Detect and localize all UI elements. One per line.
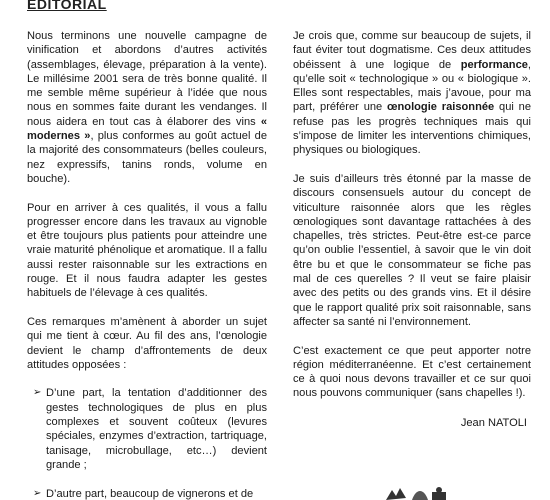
paragraph-text: , plus conformes au goût actuel de la majorité des consommateurs (belles couleurs, nez expressifs, tanins ronds, volume en bouche). xyxy=(27,130,267,185)
emphasis-oenologie-raisonnee: œnologie raisonnée xyxy=(387,101,495,114)
left-column xyxy=(27,29,267,500)
paragraph-vintage xyxy=(27,29,267,186)
bullet-item-technology xyxy=(27,386,267,472)
arrow-bullet-icon: ➢ xyxy=(33,387,42,399)
right-column xyxy=(293,29,531,430)
paragraph-text: , qu’elle soit « technologique » ou « biologique ». Elles sont respectables, mais j’avoue, pour ma part, préférer une xyxy=(293,58,531,114)
author-signature: Jean NATOLI xyxy=(460,416,527,429)
paragraph-text: Nous terminons une nouvelle campagne de vinification et abordons d’autres activités (assemblages, élevage, préparation à la vente). Le millésime 2001 sera de très bonne qualité. Il me semble même supérieur à l’idée que nous nous en sommes faite durant les vendanges. Il nous aidera en tout cas à élaborer des vins xyxy=(27,30,267,128)
paragraph-remarks: Ces remarques m’amènent à aborder un sujet qui me tient à cœur. Au fil des ans, l’œnologie devient le champ d’affrontements de deux attitudes opposées : xyxy=(27,315,267,371)
emphasis-modernes: « modernes » xyxy=(27,115,267,143)
bullet-text: D’autre part, beaucoup de vignerons et de xyxy=(46,487,254,500)
bullet-item-vignerons xyxy=(27,487,267,500)
paragraph-dogmatism xyxy=(293,29,531,158)
editorial-heading: EDITORIAL xyxy=(27,0,107,12)
paragraph-consensus: Je suis d’ailleurs très étonné par la masse de discours consensuels autour du concept de viticulture raisonnée alors que les règles œnologiques sont davantage rattachées à des chapelles, très strictes. Peut-être est-ce parce qu’on oublie l’essentiel, à savoir que le vin doit être bu et que le consommateur se fiche pas mal de ces querelles ? Il veut se faire plaisir avec des petits ou des grands vins. Et il désire que le rapport qualité prix soit raisonnable, sans affecter sa santé ni l’environnement. xyxy=(293,172,531,328)
paragraph-text: qui ne refuse pas les progrès techniques mais qui s’impose de limiter les interventions chimiques, physiques ou biologiques. xyxy=(293,101,532,157)
emphasis-performance: performance xyxy=(460,58,528,71)
paragraph-quality: Pour en arriver à ces qualités, il vous a fallu progresser encore dans les travaux au vignoble et être toujours plus patients pour atteindre une vraie maturité phénolique et aromatique. Il a fallu aussi rester raisonnable sur les extractions en rouge. Et il nous faudra adapter les gestes habituels de l’élevage à ces qualités. xyxy=(27,201,267,300)
paragraph-text: Je crois que, comme sur beaucoup de sujets, il faut éviter tout dogmatisme. Ces deux attitudes obéissent à une logique de xyxy=(293,30,531,71)
bullet-text: D’une part, la tentation d’additionner des gestes technologiques de plus en plus complexes et souvent coûteux (levures spéciales, enzymes d’extraction, tartriquage, tanisage, microbullage, etc…) devient grande ; xyxy=(46,387,267,471)
paragraph-mediterranean: C’est exactement ce que peut apporter notre région méditerranéenne. Et c’est certainement ce à quoi nous devons travailler et ce sur quoi nous pouvons communiquer (sans chapelles !). xyxy=(293,344,531,400)
decorative-logo-icon xyxy=(382,484,452,500)
arrow-bullet-icon: ➢ xyxy=(33,487,42,499)
